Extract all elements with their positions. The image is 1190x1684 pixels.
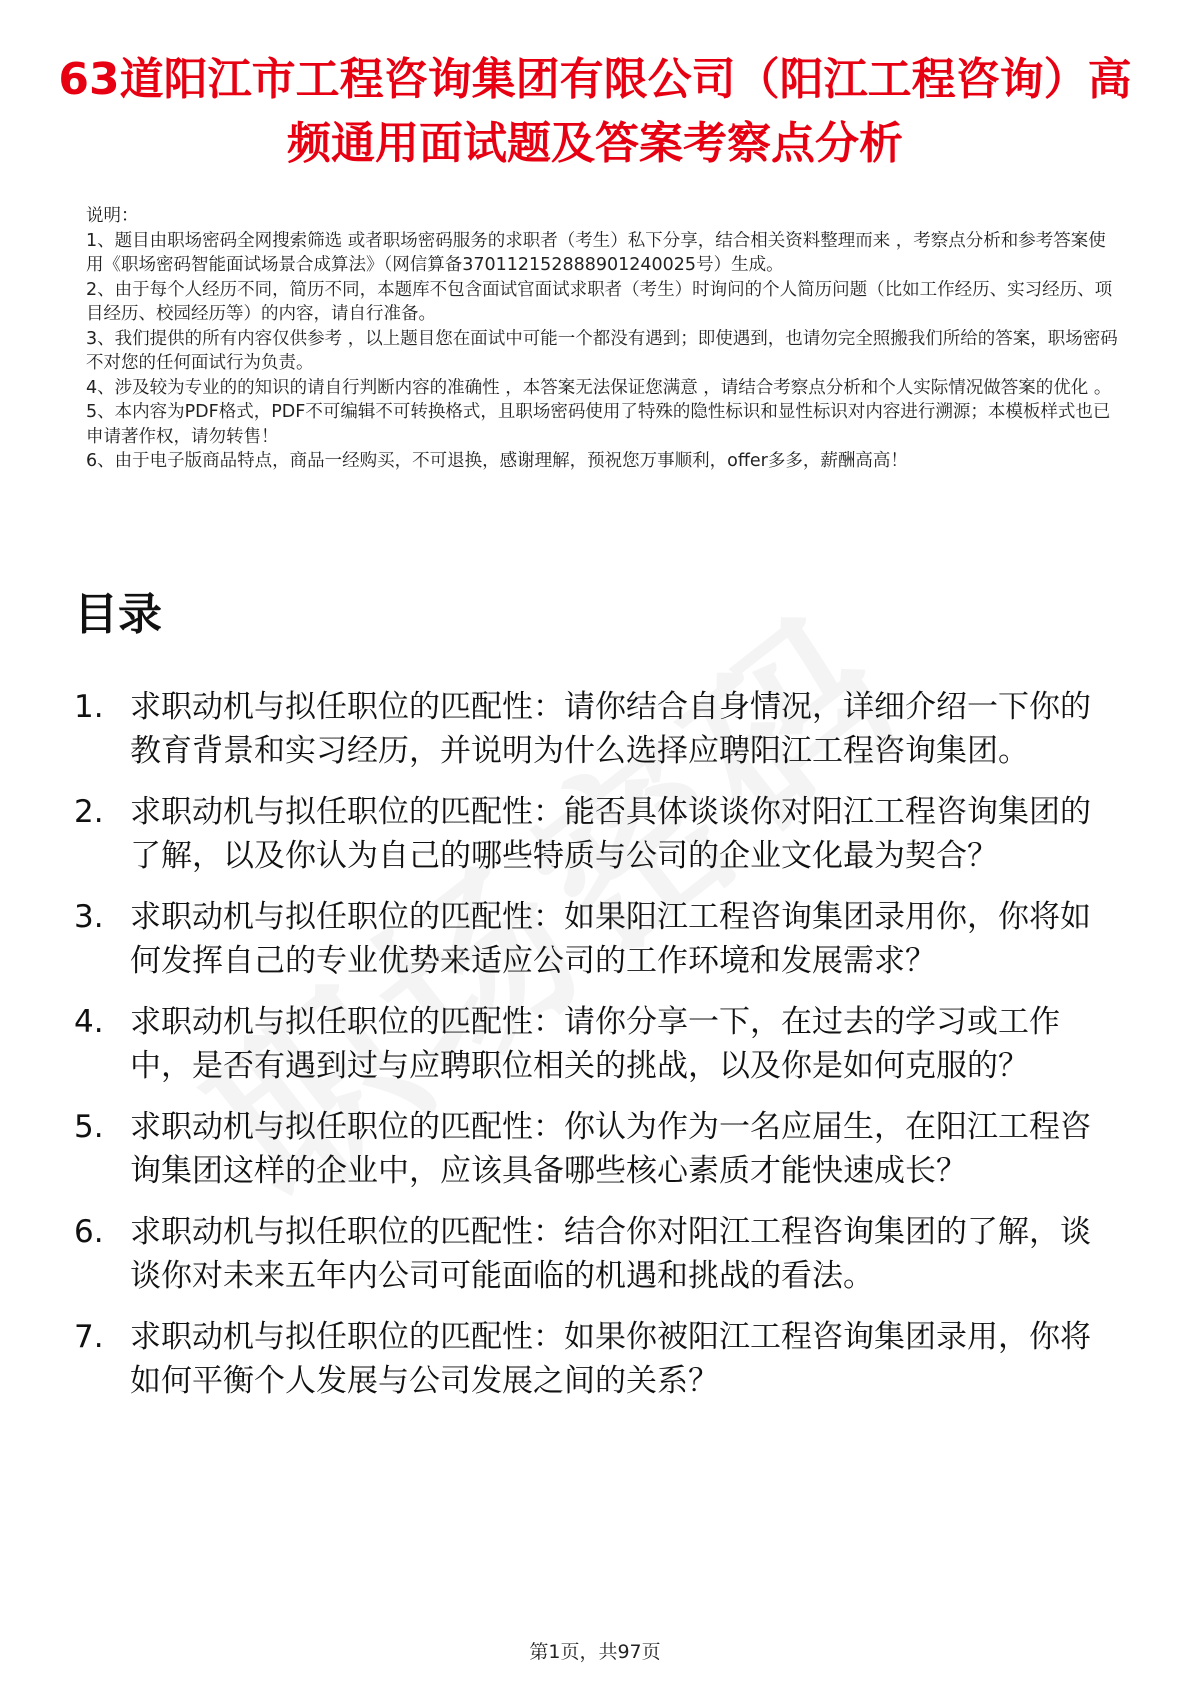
toc-item-number: 3.	[74, 899, 104, 935]
toc-item-number: 2.	[74, 794, 104, 830]
toc-item-text: 求职动机与拟任职位的匹配性：请你分享一下，在过去的学习或工作中，是否有遇到过与应聘职位相关的挑战，以及你是如何克服的？	[130, 1004, 1060, 1084]
toc-item-2[interactable]	[74, 790, 1114, 878]
notes-section	[86, 204, 1120, 474]
toc-item-text: 求职动机与拟任职位的匹配性：请你结合自身情况，详细介绍一下你的教育背景和实习经历，并说明为什么选择应聘阳江工程咨询集团。	[130, 689, 1091, 769]
toc-item-number: 4.	[74, 1004, 104, 1040]
toc-item-text: 求职动机与拟任职位的匹配性：能否具体谈谈你对阳江工程咨询集团的了解，以及你认为自己的哪些特质与公司的企业文化最为契合？	[130, 794, 1091, 874]
toc-item-number: 1.	[74, 689, 104, 725]
toc-item-3[interactable]	[74, 895, 1114, 983]
toc-item-number: 6.	[74, 1214, 104, 1250]
note-item: 1、题目由职场密码全网搜索筛选 或者职场密码服务的求职者（考生）私下分享，结合相关资料整理而来 ，考察点分析和参考答案使用《职场密码智能面试场景合成算法》（网信算备370112152888901240025号）生成。	[86, 230, 1106, 275]
toc-heading: 目录	[74, 589, 162, 640]
toc-item-number: 5.	[74, 1109, 104, 1145]
note-item: 2、由于每个人经历不同，简历不同，本题库不包含面试官面试求职者（考生）时询问的个人简历问题（比如工作经历、实习经历、项目经历、校园经历等）的内容，请自行准备。	[86, 279, 1113, 324]
toc-item-6[interactable]	[74, 1210, 1114, 1298]
toc-item-text: 求职动机与拟任职位的匹配性：结合你对阳江工程咨询集团的了解，谈谈你对未来五年内公司可能面临的机遇和挑战的看法。	[130, 1214, 1091, 1294]
toc-item-text: 求职动机与拟任职位的匹配性：你认为作为一名应届生，在阳江工程咨询集团这样的企业中，应该具备哪些核心素质才能快速成长？	[130, 1109, 1091, 1189]
toc-item-text: 求职动机与拟任职位的匹配性：如果阳江工程咨询集团录用你，你将如何发挥自己的专业优势来适应公司的工作环境和发展需求？	[130, 899, 1091, 979]
toc-item-text: 求职动机与拟任职位的匹配性：如果你被阳江工程咨询集团录用，你将如何平衡个人发展与公司发展之间的关系？	[130, 1319, 1091, 1399]
toc-item-1[interactable]	[74, 685, 1114, 773]
toc-list	[74, 685, 1114, 1420]
note-item: 4、涉及较为专业的的知识的请自行判断内容的准确性 ，本答案无法保证您满意 ，请结合考察点分析和个人实际情况做答案的优化 。	[86, 377, 1112, 398]
toc-item-5[interactable]	[74, 1105, 1114, 1193]
toc-item-4[interactable]	[74, 1000, 1114, 1088]
page-title: 63道阳江市工程咨询集团有限公司（阳江工程咨询）高频通用面试题及答案考察点分析	[58, 54, 1132, 169]
notes-heading: 说明：	[86, 206, 139, 226]
note-item: 6、由于电子版商品特点，商品一经购买，不可退换，感谢理解，预祝您万事顺利，offer多多，薪酬高高！	[86, 451, 908, 471]
toc-item-number: 7.	[74, 1319, 104, 1355]
note-item: 5、本内容为PDF格式，PDF不可编辑不可转换格式，且职场密码使用了特殊的隐性标识和显性标识对内容进行溯源；本模板样式也已申请著作权，请勿转售！	[86, 402, 1111, 447]
note-item: 3、我们提供的所有内容仅供参考 ，以上题目您在面试中可能一个都没有遇到；即使遇到，也请勿完全照搬我们所给的答案，职场密码不对您的任何面试行为负责。	[86, 328, 1118, 373]
page-footer: 第1页，共97页	[529, 1641, 661, 1663]
toc-item-7[interactable]	[74, 1315, 1114, 1403]
